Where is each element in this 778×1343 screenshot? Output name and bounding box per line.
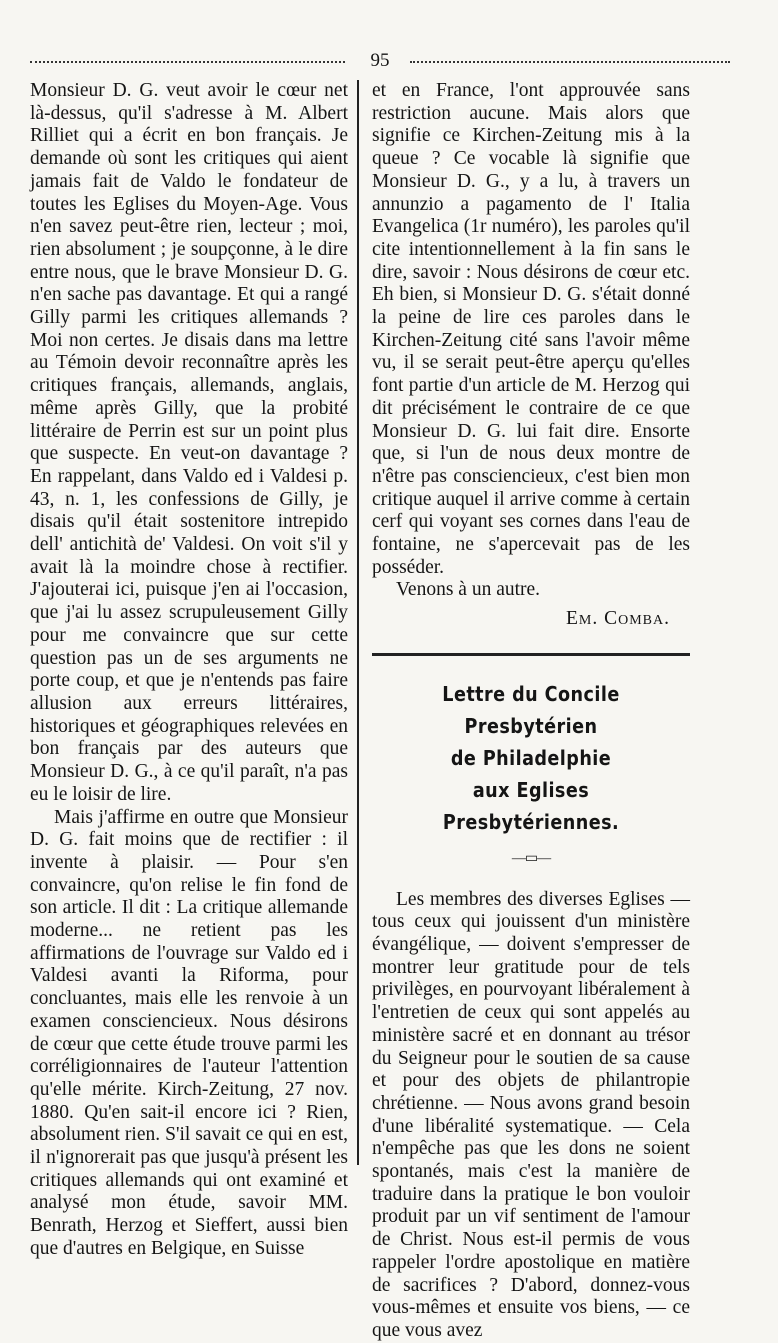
article-title-line-3: aux Eglises Presbytériennes. [442,777,620,834]
right-paragraph-2: Venons à un autre. [396,579,541,601]
article-title-line-1: Lettre du Concile Presbytérien [442,681,620,738]
signature: Em. Comba. [566,608,670,630]
right-paragraph-1: et en France, l'ont approuvée sans restriction aucune. Mais alors que signifie ce Kirchen-Zeitung mis à la queue ? Ce vocable là signifie que Monsieur D. G., y a lu, à travers un annunzio a pagamento de l' Italia Evangelica (1r numéro), les paroles qu'il cite intentionnellement à la fin sans le dire, savoir : Nous désirons de cœur etc. Eh bien, si Monsieur D. G. s'était donné la peine de lire ces paroles dans le Kirchen-Zeitung cité sans l'avoir même vu, il se serait peut-être aperçu qu'elles font partie d'un article de M. Herzog qui dit précisément le contraire de ce que Monsieur D. G. lui fait dire. Ensorte que, si l'un de nous deux montre de n'être pas consciencieux, c'est bien mon critique auquel il arrive comme à certain cerf qui voyant ses cornes dans l'eau de fontaine, ne s'apercevait pas de les posséder. [372,80,690,578]
column-divider [357,80,359,1165]
section-divider [372,653,690,656]
page-header [30,52,730,72]
left-paragraph-2: Mais j'affirme en outre que Monsieur D. G. fait moins que de rectifier : il invente à plaisir. — Pour s'en convaincre, qu'on relise le fin fond de son article. Il dit : La critique allemande moderne... ne retient pas les affirmations de l'ouvrage sur Valdo ed i Valdesi avanti la Riforma, pour concluantes, mais elle les renvoie à un examen consciencieux. Nous désirons de cœur que cette étude trouve parmi les corréligionnaires de l'auteur l'attention qu'elle mérite. Kirch-Zeitung, 27 nov. 1880. Qu'en sait-il encore ici ? Rien, absolument rien. S'il savait ce qui en est, il n'ignorerait pas que jusqu'à présent les critiques allemands qui ont examiné et analysé mon étude, savoir MM. Benrath, Herzog et Sieffert, aussi bien que d'autres en Belgique, en Suisse [30,806,348,1259]
right-column [372,80,690,1343]
left-column [30,80,348,1261]
article-paragraph-1: Les membres des diverses Eglises — tous ceux qui jouissent d'un ministère évangélique, — doivent s'empresser de montrer leur gratitude pour de tels privilèges, en pourvoyant libéralement à l'entretien de ceux qui sont appelés au ministère sacré et en donnant au trésor du Seigneur pour le soutien de sa cause et pour des objets de philantropie chrétienne. — Nous avons grand besoin d'une libéralité systematique. — Cela n'empêche pas que les dons ne soient spontanés, mais c'est la manière de traduire dans la pratique le bon vouloir produit par un vif sentiment de l'amour de Christ. Nous est-il permis de vous rappeler l'ordre apostolique en matière de sacrifices ? D'abord, donnez-vous vous-mêmes et ensuite vos biens, — ce que vous avez [372,888,690,1341]
page-number: 95 [370,50,390,71]
header-rule-right [410,61,730,67]
header-rule-left [30,61,345,67]
article-title [391,678,671,838]
left-paragraph-1: Monsieur D. G. veut avoir le cœur net là-dessus, qu'il s'adresse à M. Albert Rilliet qui a écrit en bon français. Je demande où sont les critiques qui aient jamais fait de Valdo le fondateur de toutes les Eglises du Moyen-Age. Vous n'en savez peut-être rien, lecteur ; moi, rien absolument ; je soupçonne, à le dire entre nous, que le brave Monsieur D. G. n'en sache pas davantage. Et qui a rangé Gilly parmi les critiques allemands ? Moi non certes. Je disais dans ma lettre au Témoin devoir reconnaître après les critiques français, allemands, anglais, même après Gilly, que la probité littéraire de Perrin est sur un point plus que suspecte. En veut-on davantage ? En rappelant, dans Valdo ed i Valdesi p. 43, n. 1, les confessions de Gilly, je disais qu'il était sostenitore intrepido dell' antichità de' Valdesi. On voit s'il y avait là la moindre chose à rectifier. J'ajouterai ici, puisque j'en ai l'occasion, que j'ai lu assez scrupuleusement Gilly pour me convaincre que sur cette question pas un de ses arguments ne porte coup, et que je n'entends pas faire allusion aux erreurs littéraires, historiques et géographiques relevées en bon français par des auteurs que Monsieur D. G., à ce qu'il paraît, n'a pas eu le loisir de lire. [30,80,348,805]
title-ornament: —▭— [511,850,551,866]
article-title-line-2: de Philadelphie [450,745,612,770]
